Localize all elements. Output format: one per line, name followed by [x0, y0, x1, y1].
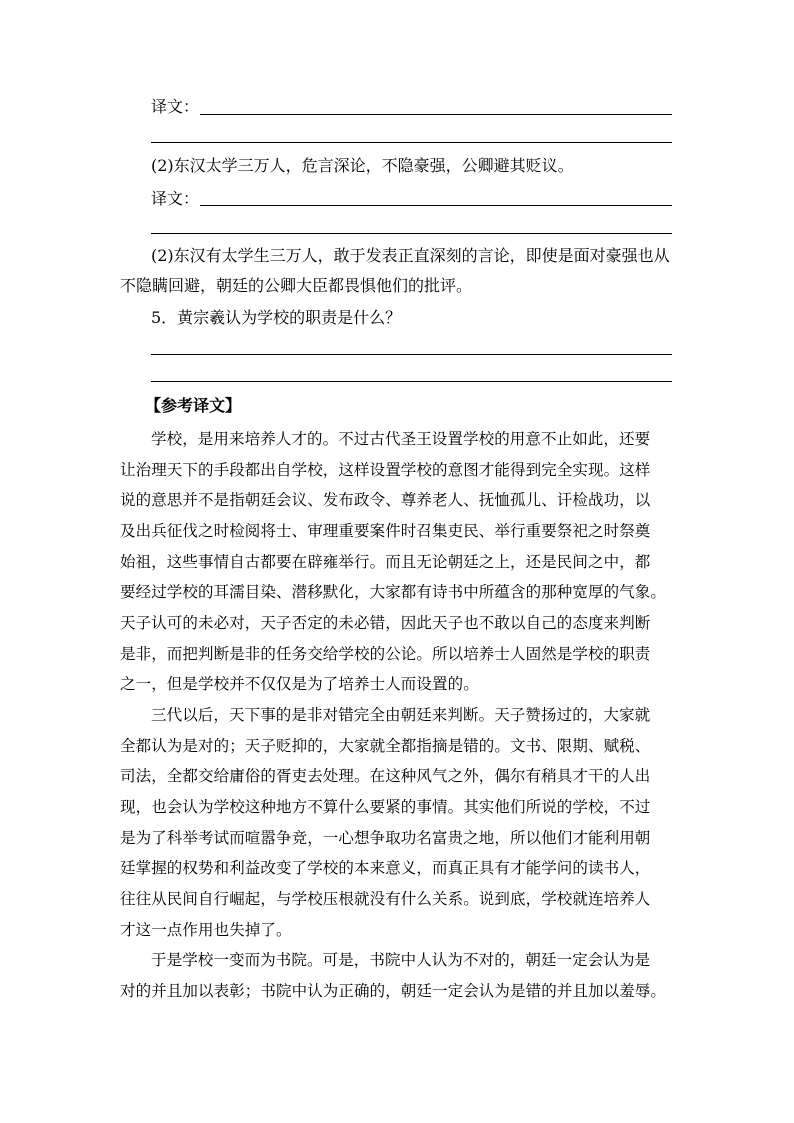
reference-line: 三代以后，天下事的是非对错完全由朝廷来判断。天子赞扬过的，大家就 [151, 706, 651, 724]
reference-line: 之一，但是学校并不仅仅是为了培养士人而设置的。 [120, 675, 479, 693]
reference-line: 让治理天下的手段都出自学校，这样设置学校的意图才能得到完全实现。这样 [120, 461, 651, 479]
question-5: 5．黄宗羲认为学校的职责是什么？ [151, 308, 402, 327]
item-2-sentence: (2)东汉太学三万人，危言深论，不隐豪强，公卿避其贬议。 [151, 156, 574, 175]
translation-label-2: 译文： [151, 189, 200, 208]
answer-line-5b[interactable] [151, 381, 672, 382]
reference-line: 才这一点作用也失掉了。 [120, 921, 292, 939]
answer-line-5a[interactable] [151, 354, 672, 355]
answer-line-1b[interactable] [151, 142, 672, 143]
reference-line: 始祖，这些事情自古都要在辟雍举行。而且无论朝廷之上，还是民间之中，都 [120, 553, 651, 571]
answer-2-line-2: 不隐瞒回避，朝廷的公卿大臣都畏惧他们的批评。 [120, 276, 473, 295]
answer-line-2a[interactable] [200, 205, 672, 206]
reference-line: 于是学校一变而为书院。可是，书院中人认为不对的，朝廷一定会认为是 [151, 951, 651, 969]
reference-heading: 【参考译文】 [145, 396, 242, 415]
answer-line-1a[interactable] [200, 114, 672, 115]
reference-line: 对的并且加以表彰；书院中认为正确的，朝廷一定会认为是错的并且加以羞辱。 [120, 982, 667, 1000]
reference-line: 天子认可的未必对，天子否定的未必错，因此天子也不敢以自己的态度来判断 [120, 614, 651, 632]
reference-line: 及出兵征伐之时检阅将士、审理重要案件时召集吏民、举行重要祭祀之时祭奠 [120, 522, 651, 540]
reference-line: 是非，而把判断是非的任务交给学校的公论。所以培养士人固然是学校的职责 [120, 645, 651, 663]
reference-line: 是为了科举考试而喧嚣争竞，一心想争取功名富贵之地，所以他们才能利用朝 [120, 829, 651, 847]
answer-2-line-1: (2)东汉有太学生三万人，敢于发表正直深刻的言论，即使是面对豪强也从 [151, 246, 670, 265]
reference-line: 现，也会认为学校这种地方不算什么要紧的事情。其实他们所说的学校，不过 [120, 798, 651, 816]
reference-line: 要经过学校的耳濡目染、潜移默化，大家都有诗书中所蕴含的那种宽厚的气象。 [120, 583, 667, 601]
reference-line: 说的意思并不是指朝廷会议、发布政令、尊养老人、抚恤孤儿、讦检战功，以 [120, 491, 651, 509]
reference-line: 廷掌握的权势和利益改变了学校的本来意义，而真正具有才能学问的读书人， [120, 859, 651, 877]
reference-line: 全都认为是对的；天子贬抑的，大家就全都指摘是错的。文书、限期、赋税、 [120, 737, 651, 755]
translation-label-1: 译文： [151, 97, 200, 116]
reference-line: 学校，是用来培养人才的。不过古代圣王设置学校的用意不止如此，还要 [151, 430, 651, 448]
reference-line: 司法，全都交给庸俗的胥吏去处理。在这种风气之外，偶尔有稍具才干的人出 [120, 767, 651, 785]
answer-line-2b[interactable] [151, 233, 672, 234]
reference-line: 往往从民间自行崛起，与学校压根就没有什么关系。说到底，学校就连培养人 [120, 890, 651, 908]
